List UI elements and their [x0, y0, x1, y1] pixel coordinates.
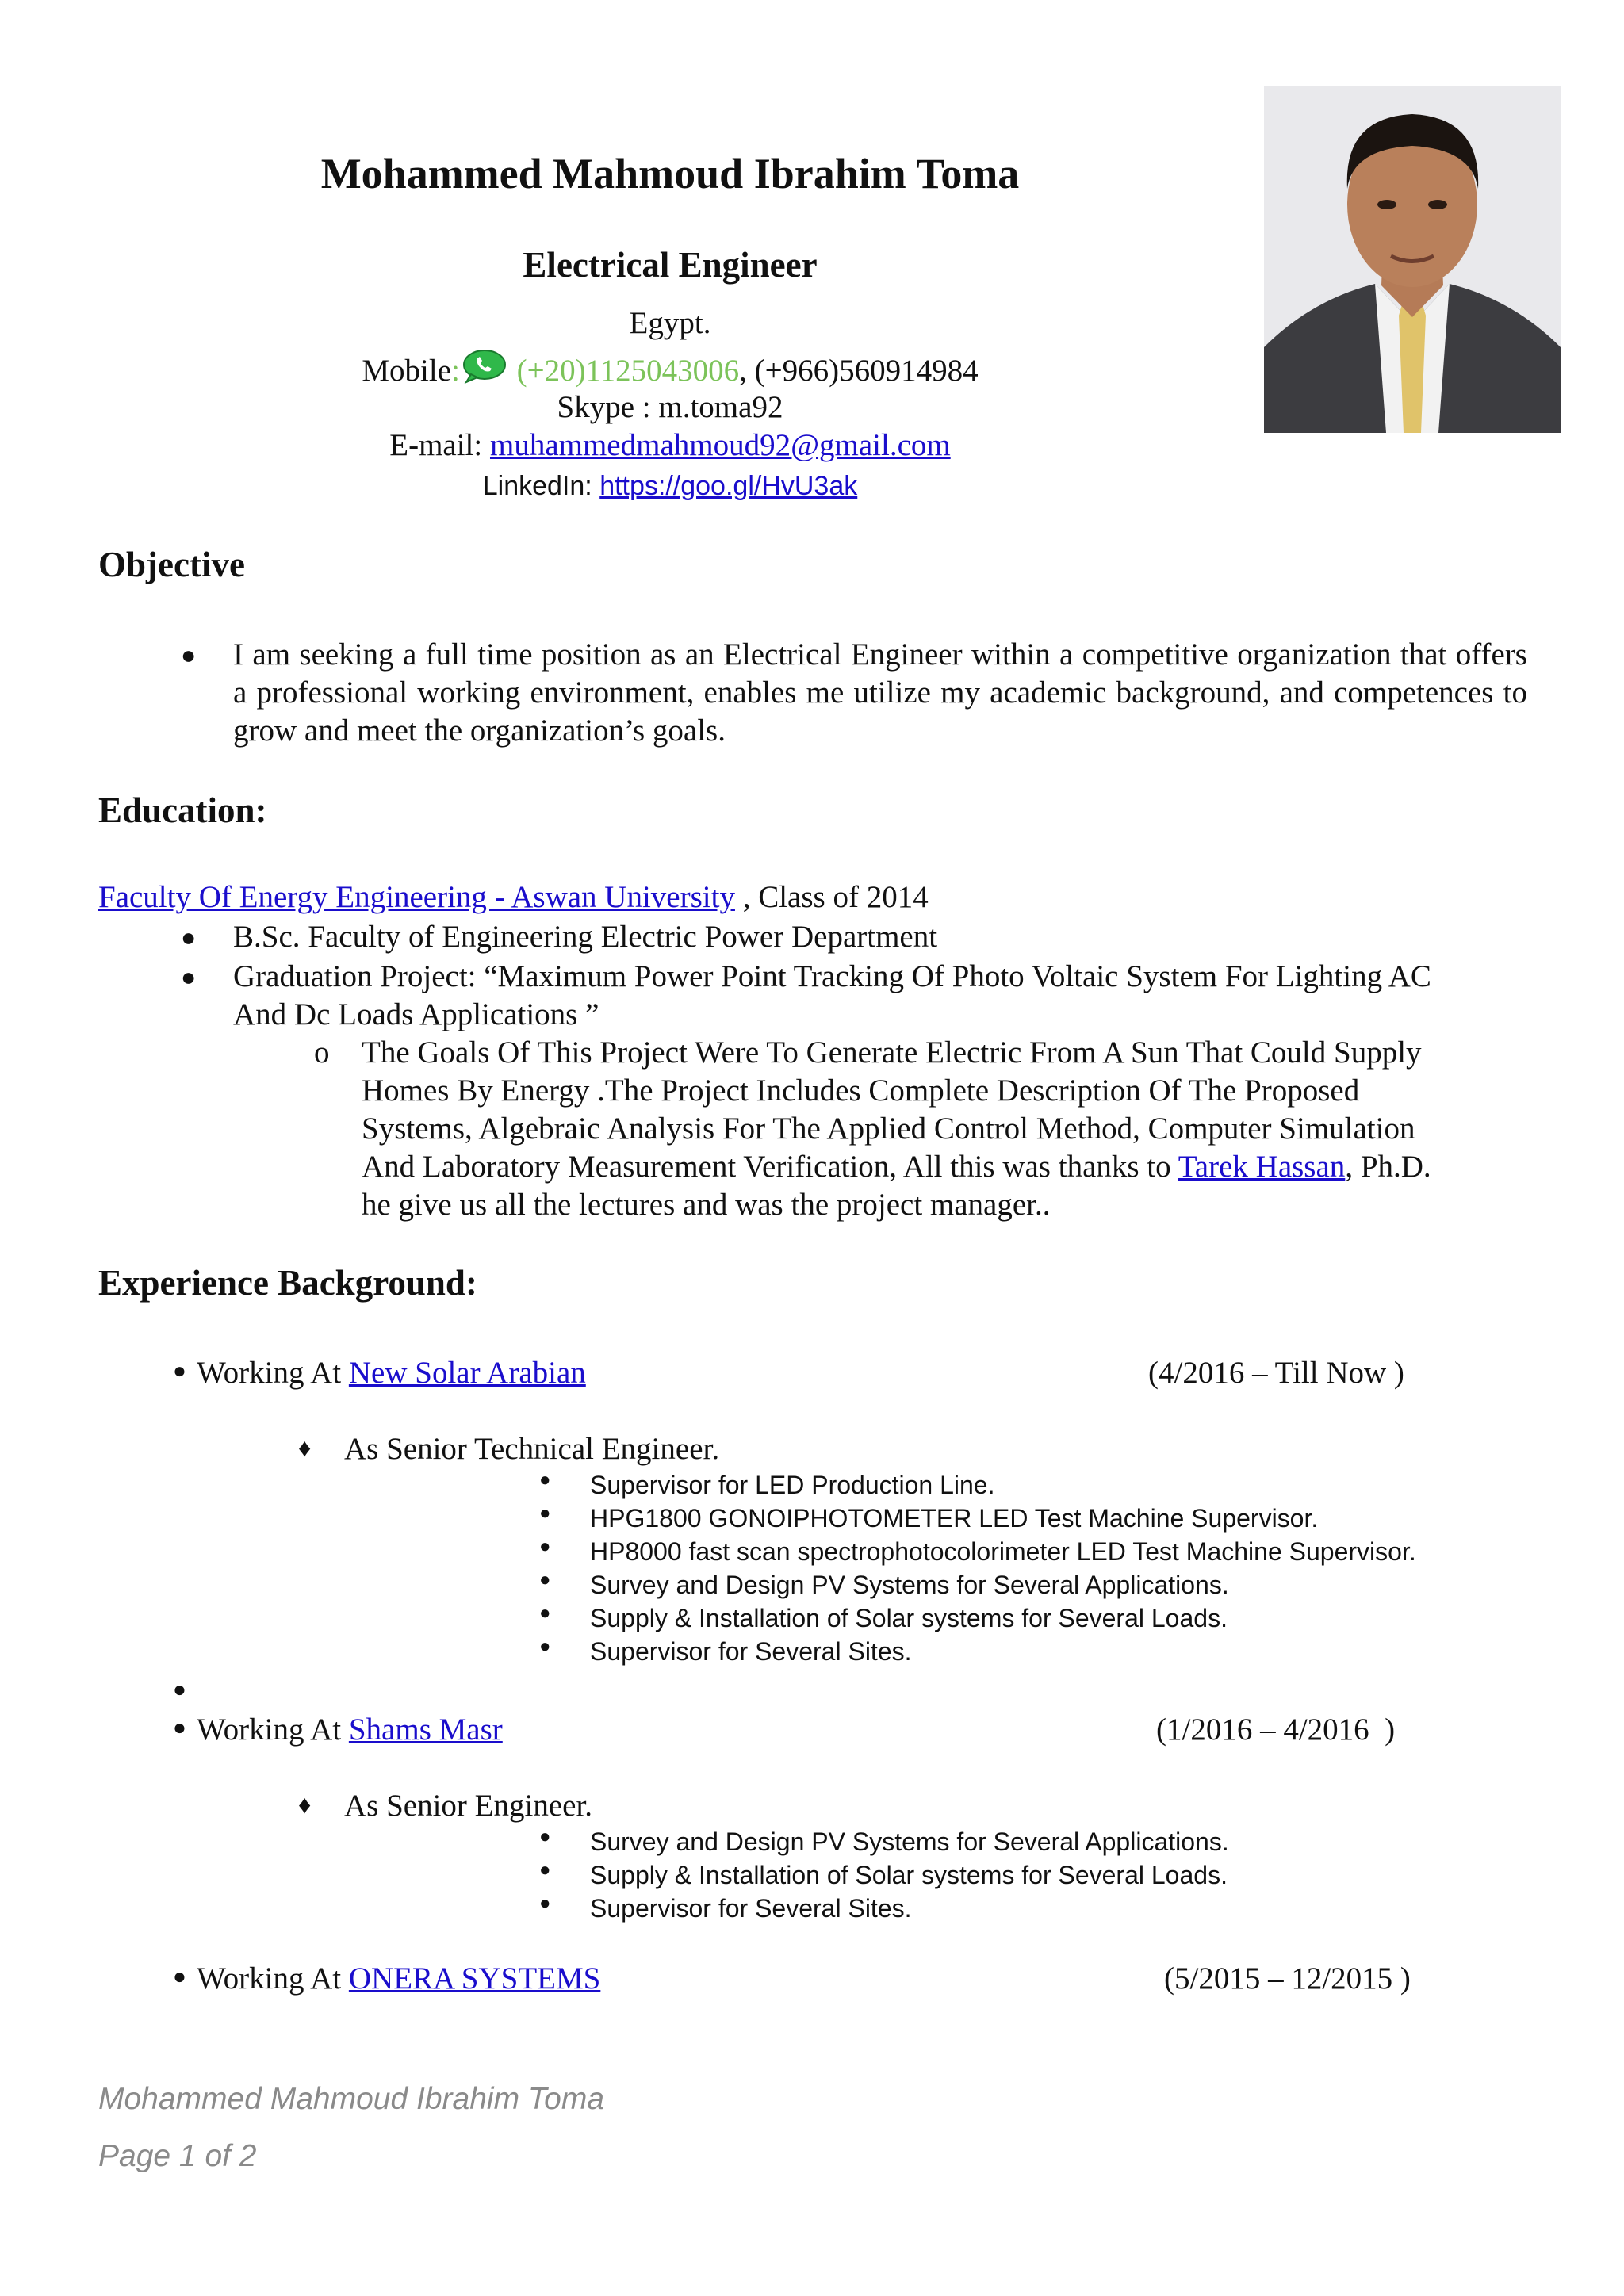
degree-text: B.Sc. Faculty of Engineering Electric Power Department: [233, 920, 938, 954]
linkedin-link[interactable]: https://goo.gl/HvU3ak: [599, 471, 858, 501]
job-1-task-2: HPG1800 GONOIPHOTOMETER LED Test Machine Supervisor.: [590, 1504, 1319, 1533]
footer-page-number: Page 1 of 2: [98, 2139, 257, 2173]
job-2-line: [197, 1711, 503, 1749]
job-1-line: [197, 1354, 586, 1392]
job-3-line: [197, 1960, 600, 1998]
job-title: Electrical Engineer: [523, 245, 818, 285]
whatsapp-icon: [460, 349, 509, 384]
job-1-task-3: HP8000 fast scan spectrophotocolorimeter LED Test Machine Supervisor.: [590, 1537, 1416, 1566]
job-1-company-link[interactable]: New Solar Arabian: [348, 1356, 586, 1390]
email-label: E-mail:: [389, 428, 490, 462]
goals-line-2: Homes By Energy .The Project Includes Complete Description Of The Proposed: [362, 1073, 1360, 1108]
goals-line-1: The Goals Of This Project Were To Generate Electric From A Sun That Could Supply: [362, 1035, 1422, 1070]
tarek-hassan-link[interactable]: Tarek Hassan: [1178, 1150, 1346, 1184]
job-1-task-bullet: ●: [539, 1636, 551, 1657]
job-2-task-3: Supervisor for Several Sites.: [590, 1894, 912, 1923]
footer-name: Mohammed Mahmoud Ibrahim Toma: [98, 2082, 604, 2116]
job-3-company-link[interactable]: ONERA SYSTEMS: [348, 1961, 601, 1996]
goals-line-3: Systems, Algebraic Analysis For The Applied Control Method, Computer Simulation: [362, 1112, 1415, 1146]
job-1-dates: (4/2016 – Till Now ): [1148, 1356, 1404, 1390]
profile-photo: [1264, 86, 1561, 433]
mobile-primary[interactable]: (+20)1125043006: [516, 354, 740, 388]
goals-line-4: [362, 1148, 1431, 1186]
empty-bullet: ●: [173, 1678, 186, 1702]
job-2-company-link[interactable]: Shams Masr: [348, 1712, 503, 1747]
job-1-task-5: Supply & Installation of Solar systems for Several Loads.: [590, 1604, 1228, 1632]
experience-heading: Experience Background:: [98, 1263, 477, 1303]
faculty-link[interactable]: Faculty Of Energy Engineering - Aswan University: [98, 880, 735, 914]
job-1-task-6: Supervisor for Several Sites.: [590, 1637, 912, 1666]
job-3-dates: (5/2015 – 12/2015 ): [1164, 1961, 1411, 1996]
goals-line-4-post: , Ph.D.: [1345, 1150, 1431, 1184]
mobile-line: [0, 349, 1340, 390]
email-link[interactable]: muhammedmahmoud92@gmail.com: [489, 428, 951, 462]
job-2-role: As Senior Engineer.: [344, 1789, 593, 1823]
job-1-role: As Senior Technical Engineer.: [344, 1432, 720, 1466]
job-2-task-bullet: ●: [539, 1827, 551, 1847]
project-line-2: And Dc Loads Applications ”: [233, 997, 599, 1031]
country: Egypt.: [629, 306, 711, 340]
objective-heading: Objective: [98, 545, 245, 584]
mobile-label: Mobile: [362, 354, 452, 388]
job-2-task-2: Supply & Installation of Solar systems for Several Loads.: [590, 1861, 1228, 1889]
job-2-task-1: Survey and Design PV Systems for Several Applications.: [590, 1827, 1229, 1856]
linkedin-line: [0, 468, 1340, 504]
goals-line-4-pre: And Laboratory Measurement Verification, All this was thanks to: [362, 1150, 1178, 1184]
job-1-working-at: Working At: [197, 1356, 349, 1390]
job-1-task-4: Survey and Design PV Systems for Several Applications.: [590, 1571, 1229, 1599]
job-2-task-bullet: ●: [539, 1893, 551, 1914]
faculty-line: [98, 878, 1526, 916]
job-1-role-diamond: ♦: [298, 1433, 312, 1462]
goals-line-5: he give us all the lectures and was the project manager..: [362, 1188, 1051, 1222]
objective-bullet: ●: [181, 641, 197, 669]
job-1-task-1: Supervisor for LED Production Line.: [590, 1471, 995, 1499]
degree-bullet: ●: [181, 923, 197, 951]
skype-line: Skype : m.toma92: [557, 390, 783, 424]
job-1-task-bullet: ●: [539, 1470, 551, 1490]
job-2-dates: (1/2016 – 4/2016 ): [1156, 1712, 1396, 1747]
education-heading: Education:: [98, 790, 267, 830]
mobile-secondary[interactable]: , (+966)560914984: [739, 354, 979, 388]
candidate-name: Mohammed Mahmoud Ibrahim Toma: [320, 150, 1020, 197]
job-2-bullet: ●: [173, 1716, 186, 1740]
goals-marker: o: [314, 1035, 330, 1070]
project-line-1: Graduation Project: “Maximum Power Point Tracking Of Photo Voltaic System For Lighting AC: [233, 959, 1431, 993]
job-3-bullet: ●: [173, 1965, 186, 1989]
job-2-role-diamond: ♦: [298, 1790, 312, 1819]
email-line: [0, 427, 1340, 465]
mobile-colon: :: [451, 354, 460, 388]
job-1-task-bullet: ●: [539, 1536, 551, 1557]
linkedin-label: LinkedIn:: [482, 471, 600, 501]
job-2-task-bullet: ●: [539, 1860, 551, 1881]
objective-text: I am seeking a full time position as an Electrical Engineer within a competitive organization that offers a professional working environment, enables me utilize my academic background, and competences to grow and meet the organization’s goals.: [233, 637, 1527, 748]
job-3-working-at: Working At: [197, 1961, 349, 1996]
project-bullet: ●: [181, 962, 197, 991]
faculty-suffix: , Class of 2014: [734, 880, 929, 914]
job-1-task-bullet: ●: [539, 1570, 551, 1590]
job-1-task-bullet: ●: [539, 1603, 551, 1624]
job-1-bullet: ●: [173, 1359, 186, 1383]
job-1-task-bullet: ●: [539, 1503, 551, 1524]
job-2-working-at: Working At: [197, 1712, 349, 1747]
